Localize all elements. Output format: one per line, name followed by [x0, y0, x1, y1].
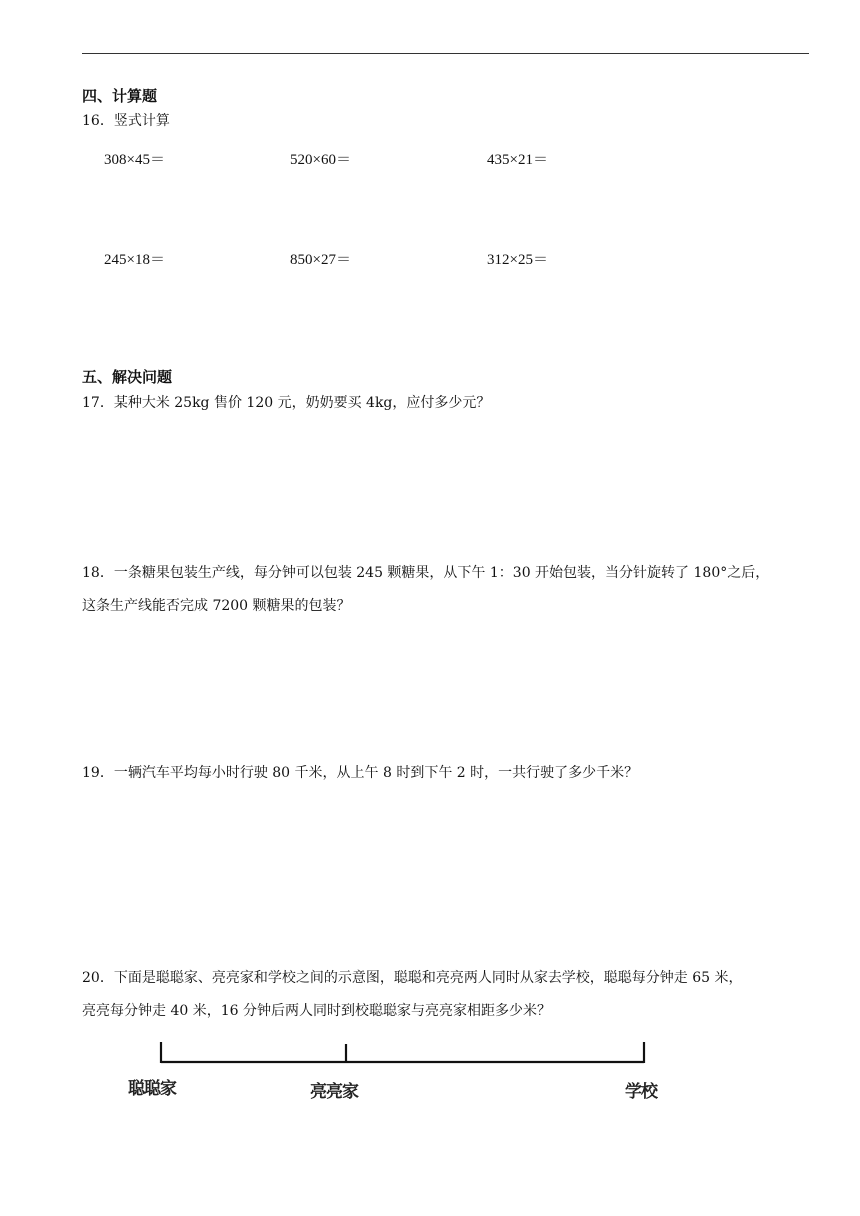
question-16-text: 16．竖式计算	[82, 113, 170, 129]
label-school: 学校	[625, 1082, 657, 1102]
header-rule	[82, 53, 809, 54]
expression-5: 850×27＝	[290, 252, 351, 268]
question-17-text: 17．某种大米 25kg 售价 120 元，奶奶要买 4kg，应付多少元？	[82, 395, 491, 411]
distance-line	[120, 1038, 680, 1068]
question-20-line-1: 20．下面是聪聪家、亮亮家和学校之间的示意图，聪聪和亮亮两人同时从家去学校，聪聪每分钟走 65 米，	[82, 970, 743, 986]
expression-6: 312×25＝	[487, 252, 548, 268]
expression-1: 308×45＝	[104, 152, 165, 168]
question-18-line-2: 这条生产线能否完成 7200 颗糖果的包装？	[82, 598, 351, 614]
question-18-line-1: 18．一条糖果包装生产线，每分钟可以包装 245 颗糖果，从下午 1：30 开始包装，当分针旋转了 180°之后，	[82, 565, 770, 581]
distance-diagram	[120, 1038, 680, 1108]
expression-3: 435×21＝	[487, 152, 548, 168]
expression-2: 520×60＝	[290, 152, 351, 168]
question-19-text: 19．一辆汽车平均每小时行驶 80 千米，从上午 8 时到下午 2 时，一共行驶了多少千米？	[82, 765, 639, 781]
label-liangliang-home: 亮亮家	[310, 1082, 358, 1102]
section-4-title: 四、计算题	[82, 87, 158, 105]
label-congcong-home: 聪聪家	[128, 1079, 176, 1099]
expression-4: 245×18＝	[104, 252, 165, 268]
question-20-line-2: 亮亮每分钟走 40 米，16 分钟后两人同时到校聪聪家与亮亮家相距多少米？	[82, 1003, 551, 1019]
section-5-title: 五、解决问题	[82, 368, 173, 386]
